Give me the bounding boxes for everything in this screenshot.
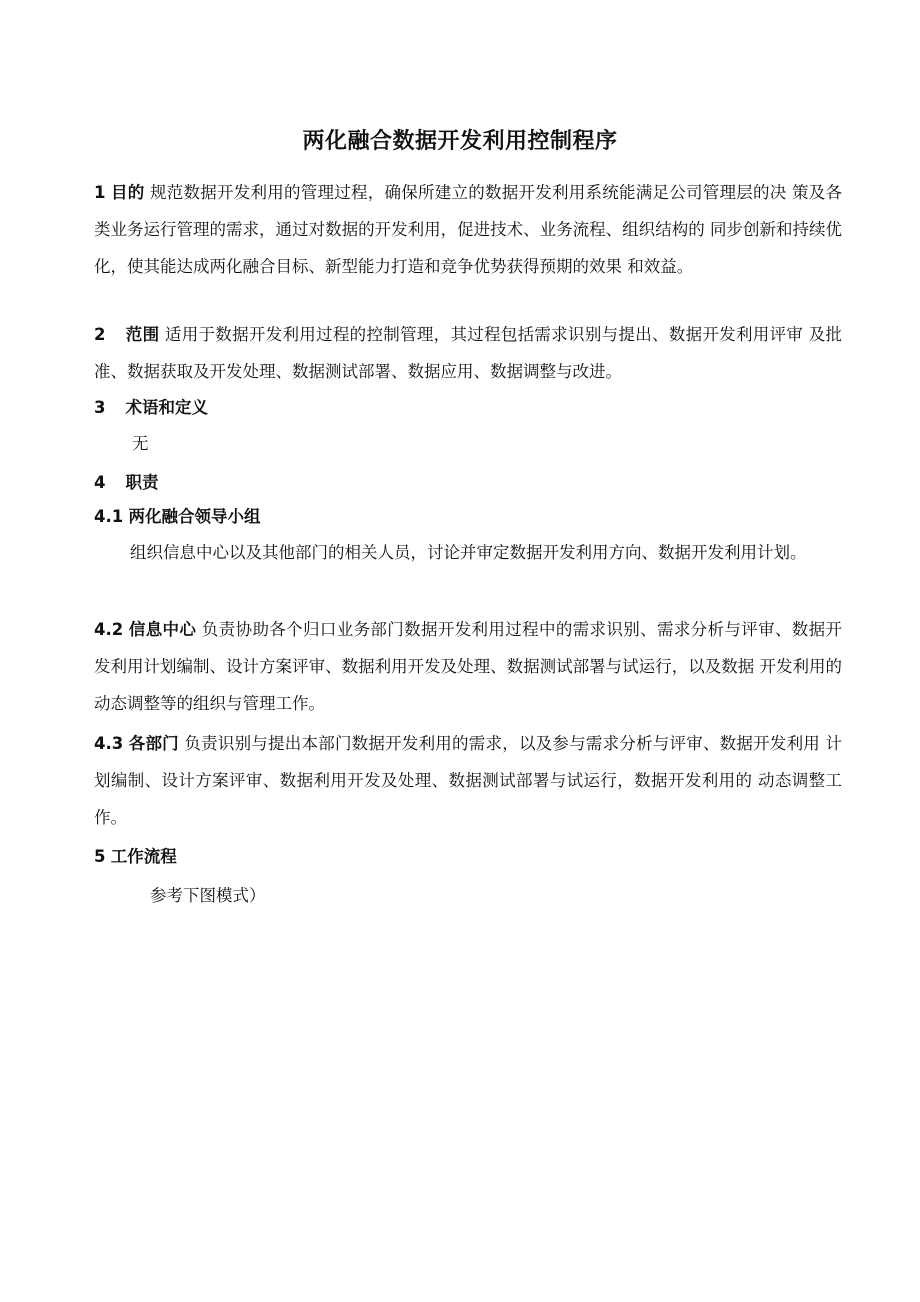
section-2-heading: 范围 bbox=[125, 325, 160, 344]
section-4-3-number: 4.3 bbox=[94, 734, 124, 753]
section-3-heading-line bbox=[94, 396, 208, 420]
section-4-2-text: 负责协助各个归口业务部门数据开发利用过程中的需求识别、需求分析与评审、数据开 发利用计划编制、设计方案评审、数据利用开发及处理、数据测试部署与试运行，以及数据 开发利用的动态调整等的组织与管理工作。 bbox=[94, 620, 843, 713]
section-4-1-heading-line bbox=[94, 505, 260, 529]
section-4-heading-line bbox=[94, 471, 158, 495]
page-title: 两化融合数据开发利用控制程序 bbox=[302, 129, 618, 154]
section-1-paragraph bbox=[94, 174, 842, 285]
section-4-2-heading: 信息中心 bbox=[128, 620, 197, 639]
section-2-paragraph bbox=[94, 316, 842, 390]
section-3-body: 无 bbox=[132, 434, 149, 453]
section-4-1-paragraph bbox=[94, 534, 842, 571]
section-5-heading-line bbox=[94, 845, 177, 869]
section-2-number: 2 bbox=[94, 325, 106, 344]
section-3-number: 3 bbox=[94, 398, 106, 417]
section-4-3-text: 负责识别与提出本部门数据开发利用的需求，以及参与需求分析与评审、数据开发利用 计划编制、设计方案评审、数据利用开发及处理、数据测试部署与试运行，数据开发利用的 动态调整工作。 bbox=[94, 734, 843, 827]
section-1-number: 1 bbox=[94, 183, 106, 202]
section-1-text: 规范数据开发利用的管理过程，确保所建立的数据开发利用系统能满足公司管理层的决 策及各类业务运行管理的需求，通过对数据的开发利用，促进技术、业务流程、组织结构的 同步创新和持续优化，使其能达成两化融合目标、新型能力打造和竞争优势获得预期的效果 和效益。 bbox=[94, 183, 843, 276]
section-4-3-paragraph bbox=[94, 725, 842, 836]
section-4-3-heading: 各部门 bbox=[128, 734, 179, 753]
section-5-heading: 工作流程 bbox=[110, 847, 177, 866]
section-4-1-heading: 两化融合领导小组 bbox=[128, 507, 261, 526]
section-4-heading: 职责 bbox=[125, 473, 159, 492]
section-4-1-number: 4.1 bbox=[94, 507, 124, 526]
section-1-heading: 目的 bbox=[110, 183, 145, 202]
section-4-number: 4 bbox=[94, 473, 106, 492]
section-5-body: 参考下图模式） bbox=[150, 886, 266, 905]
section-5-number: 5 bbox=[94, 847, 106, 866]
section-2-text: 适用于数据开发利用过程的控制管理，其过程包括需求识别与提出、数据开发利用评审 及批准、数据获取及开发处理、数据测试部署、数据应用、数据调整与改进。 bbox=[94, 325, 842, 381]
section-3-heading: 术语和定义 bbox=[125, 398, 208, 417]
section-4-2-paragraph bbox=[94, 611, 842, 722]
section-4-1-text: 组织信息中心以及其他部门的相关人员，讨论并审定数据开发利用方向、数据开发利用计划。 bbox=[130, 543, 807, 562]
section-4-2-number: 4.2 bbox=[94, 620, 124, 639]
